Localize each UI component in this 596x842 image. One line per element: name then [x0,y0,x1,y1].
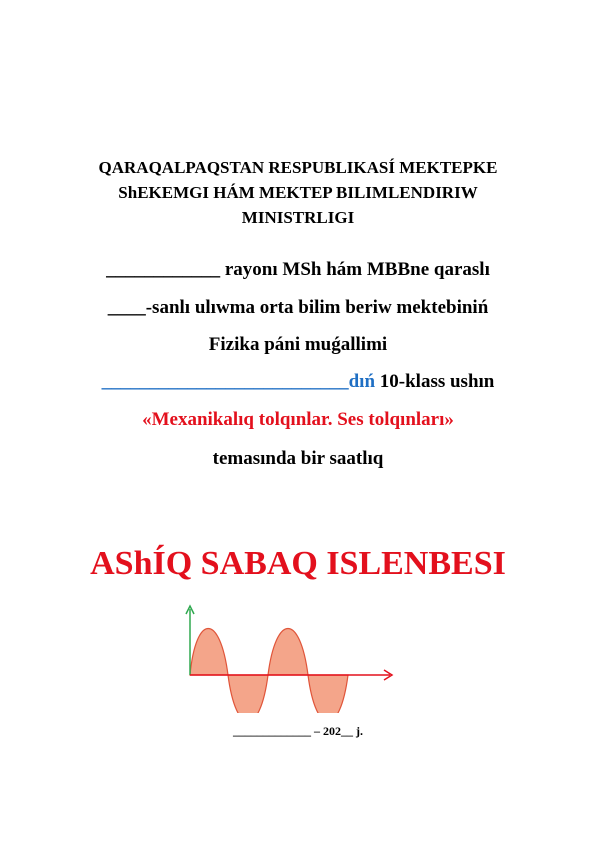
school-blank: ____ [107,297,146,318]
school-text: -sanlı ulıwma orta bilim beriw mektebiniń [145,297,489,318]
sine-wave-graph-icon [176,603,398,713]
lesson-topic: «Mexanikalıq tolqınlar. Ses tolqınları» [142,409,454,430]
wave-crest-2 [268,629,308,676]
school-line [0,296,596,320]
district-blank: ____________ [106,259,221,280]
ministry-line-2: ShEKEMGI HÁM MEKTEP BILIMLENDIRIW [118,183,478,202]
document-title: AShÍQ SABAQ ISLENBESI [90,545,506,582]
teacher-blank: __________________________ [101,371,349,392]
ministry-line-1: QARAQALPAQSTAN RESPUBLIKASÍ MEKTEPKE [98,158,498,177]
wave-crest-1 [190,629,228,676]
topic-suffix: temasında bir saatlıq [212,448,384,469]
district-line [0,258,596,282]
teacher-role: Fizika páni muǵallimi [208,334,388,355]
date-blank: _____________ [233,724,311,738]
date-text: – 202__ j. [311,724,363,738]
date-line [0,723,596,739]
ministry-line-3: MINISTRLIGI [241,208,355,227]
teacher-suffix: dıń [348,371,376,392]
class-text: 10-klass ushın [375,371,495,392]
district-text: rayonı MSh hám MBBne qaraslı [220,259,490,280]
wave-trough-1 [228,675,268,713]
teacher-line [0,370,596,394]
wave-trough-2 [308,675,348,713]
